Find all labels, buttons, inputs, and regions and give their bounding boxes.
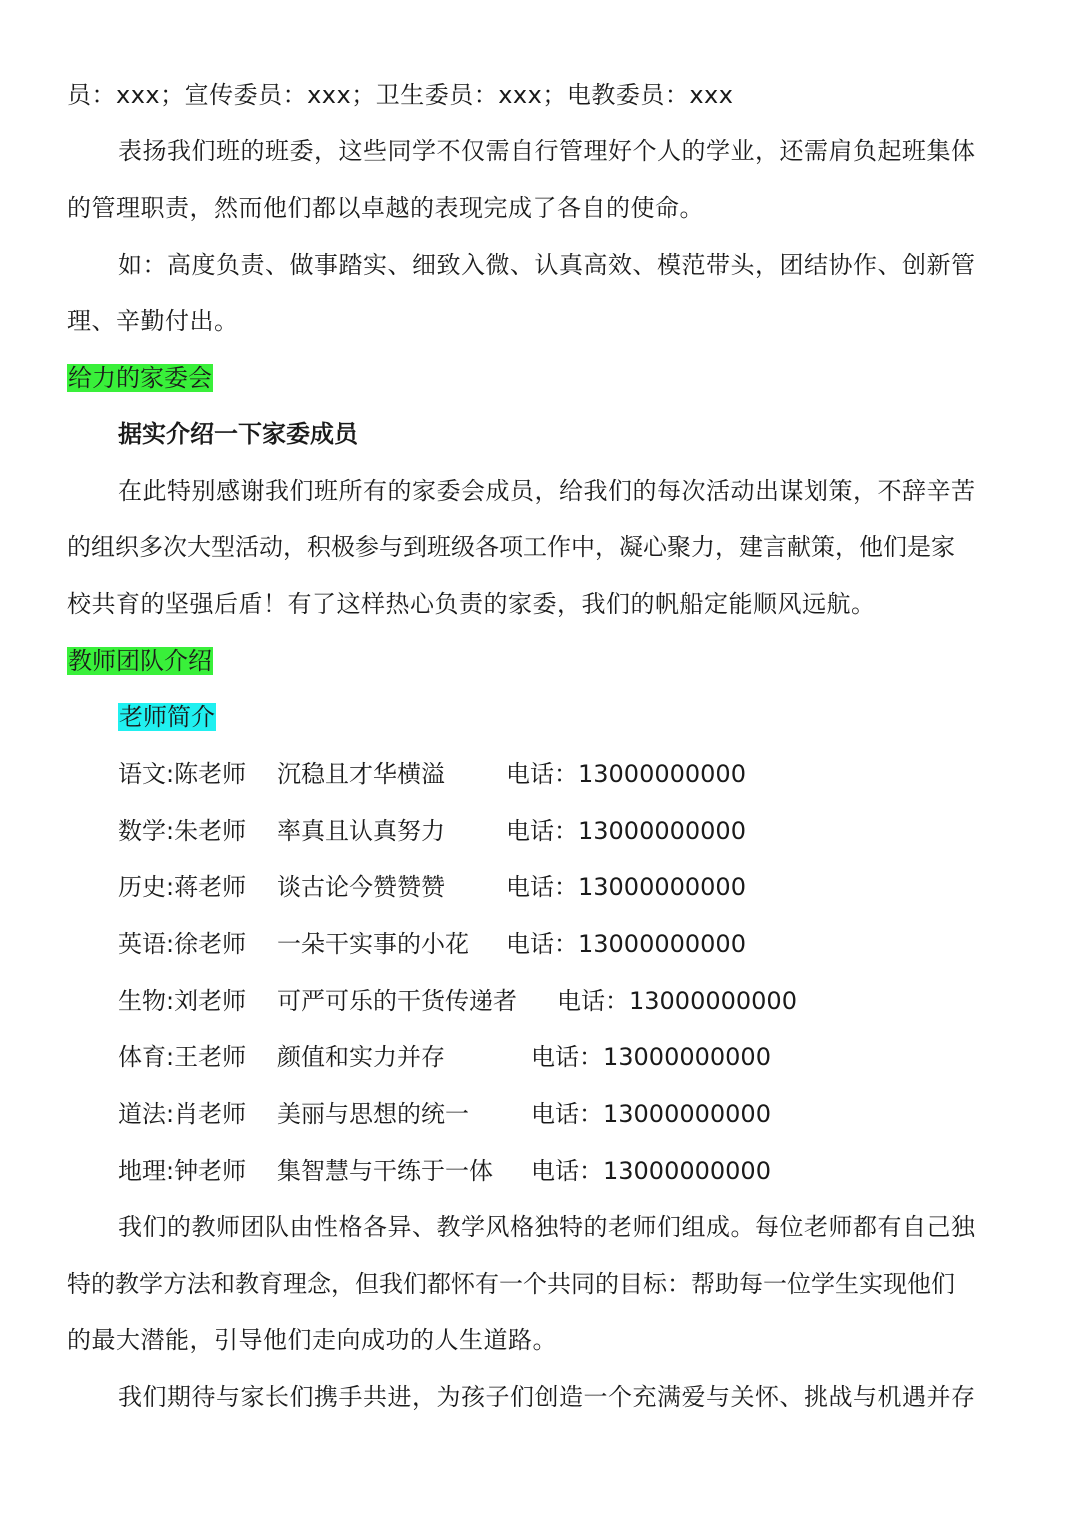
committee-paragraph-line-2: 的组织多次大型活动，积极参与到班级各项工作中，凝心聚力，建言献策，他们是家 — [67, 533, 955, 561]
teacher-phone: 电话：13000000000 — [531, 1157, 771, 1185]
committee-subheading: 据实介绍一下家委成员 — [118, 420, 358, 448]
teacher-row — [0, 981, 1080, 1021]
teacher-row — [0, 1094, 1080, 1134]
teachers-heading-text: 教师团队介绍 — [68, 647, 212, 675]
teacher-row — [0, 924, 1080, 964]
teacher-subject: 历史:蒋老师 — [118, 873, 247, 901]
teachers-summary-line-1: 我们的教师团队由性格各异、教学风格独特的老师们组成。每位老师都有自己独 — [118, 1213, 976, 1241]
teacher-description: 可严可乐的干货传递者 — [277, 987, 517, 1015]
teacher-row — [0, 1037, 1080, 1077]
teacher-row — [0, 1151, 1080, 1191]
teachers-subheading-text: 老师简介 — [119, 703, 215, 731]
teacher-subject: 英语:徐老师 — [118, 930, 247, 958]
teacher-subject: 生物:刘老师 — [118, 987, 247, 1015]
committee-members-line: 员：xxx；宣传委员：xxx；卫生委员：xxx；电教委员：xxx — [67, 81, 734, 109]
teacher-phone: 电话：13000000000 — [506, 817, 746, 845]
praise-paragraph-line-2: 的管理职责，然而他们都以卓越的表现完成了各自的使命。 — [67, 194, 704, 222]
teacher-subject: 体育:王老师 — [118, 1043, 247, 1071]
teacher-phone: 电话：13000000000 — [531, 1100, 771, 1128]
section-heading-committee — [67, 358, 1080, 398]
teachers-summary-line-3: 的最大潜能，引导他们走向成功的人生道路。 — [67, 1326, 557, 1354]
committee-paragraph-line-3: 校共育的坚强后盾！有了这样热心负责的家委，我们的帆船定能顺风远航。 — [67, 590, 876, 618]
closing-paragraph-line-1: 我们期待与家长们携手共进，为孩子们创造一个充满爱与关怀、挑战与机遇并存 — [118, 1383, 976, 1411]
praise-paragraph-line-3: 如：高度负责、做事踏实、细致入微、认真高效、模范带头，团结协作、创新管 — [118, 251, 976, 279]
teacher-row — [0, 754, 1080, 794]
section-heading-teachers — [67, 641, 1080, 681]
teacher-phone: 电话：13000000000 — [557, 987, 797, 1015]
committee-paragraph-line-1: 在此特别感谢我们班所有的家委会成员，给我们的每次活动出谋划策，不辞辛苦 — [118, 477, 976, 505]
teacher-description: 率真且认真努力 — [277, 817, 445, 845]
teacher-description: 沉稳且才华横溢 — [277, 760, 445, 788]
teacher-description: 美丽与思想的统一 — [277, 1100, 469, 1128]
teacher-description: 颜值和实力并存 — [277, 1043, 445, 1071]
teacher-row — [0, 867, 1080, 907]
teacher-phone: 电话：13000000000 — [506, 760, 746, 788]
teacher-subject: 数学:朱老师 — [118, 817, 247, 845]
praise-paragraph-line-4: 理、辛勤付出。 — [67, 307, 239, 335]
teacher-subject: 语文:陈老师 — [118, 760, 247, 788]
committee-heading-text: 给力的家委会 — [68, 364, 212, 392]
teacher-row — [0, 811, 1080, 851]
teacher-description: 集智慧与干练于一体 — [277, 1157, 493, 1185]
teacher-description: 谈古论今赞赞赞 — [277, 873, 445, 901]
teachers-subheading — [118, 697, 1080, 737]
teachers-summary-line-2: 特的教学方法和教育理念，但我们都怀有一个共同的目标：帮助每一位学生实现他们 — [67, 1270, 955, 1298]
teacher-phone: 电话：13000000000 — [506, 930, 746, 958]
praise-paragraph-line-1: 表扬我们班的班委，这些同学不仅需自行管理好个人的学业，还需肩负起班集体 — [118, 137, 976, 165]
teacher-subject: 道法:肖老师 — [118, 1100, 247, 1128]
teacher-phone: 电话：13000000000 — [506, 873, 746, 901]
teacher-subject: 地理:钟老师 — [118, 1157, 247, 1185]
teacher-phone: 电话：13000000000 — [531, 1043, 771, 1071]
teacher-description: 一朵干实事的小花 — [277, 930, 469, 958]
